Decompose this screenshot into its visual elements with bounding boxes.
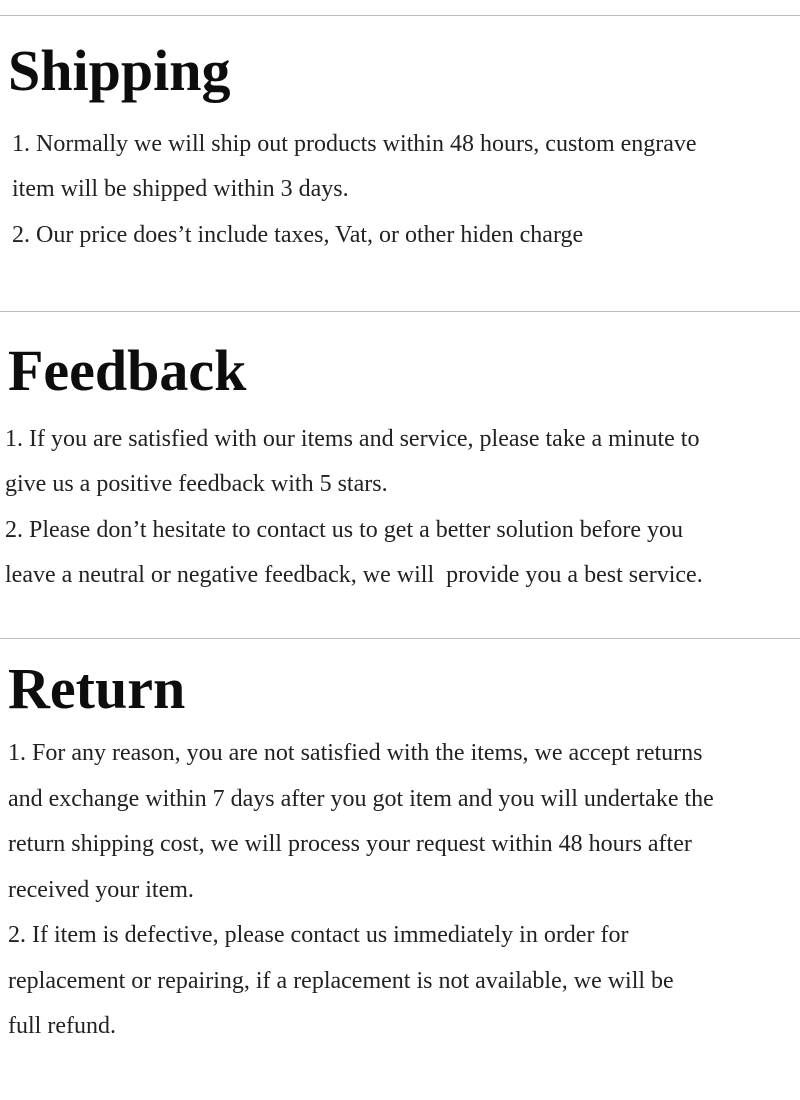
return-text-line: 1. For any reason, you are not satisfied with the items, we accept returns [8,740,703,766]
section-divider-top [0,15,800,16]
shipping-text-line: item will be shipped within 3 days. [12,176,349,202]
return-text-line: return shipping cost, we will process your request within 48 hours after [8,831,692,857]
return-text-line: 2. If item is defective, please contact us immediately in order for [8,922,629,948]
shipping-text-line: 1. Normally we will ship out products within 48 hours, custom engrave [12,131,697,157]
feedback-text-line: 2. Please don’t hesitate to contact us to get a better solution before you [5,517,684,543]
return-heading: Return [8,656,186,721]
feedback-text-line: give us a positive feedback with 5 stars. [5,471,388,497]
section-divider [0,638,800,639]
return-text-line: and exchange within 7 days after you got item and you will undertake the [8,786,714,812]
return-text-line: replacement or repairing, if a replacement is not available, we will be [8,968,674,994]
shipping-heading: Shipping [8,38,231,103]
feedback-text-line: 1. If you are satisfied with our items and service, please take a minute to [5,426,700,452]
feedback-text-line: leave a neutral or negative feedback, we will provide you a best service. [5,562,703,588]
feedback-heading: Feedback [8,338,247,403]
section-divider [0,311,800,312]
shipping-text-line: 2. Our price does’t include taxes, Vat, or other hiden charge [12,222,584,248]
return-text-line: received your item. [8,877,194,903]
return-text-line: full refund. [8,1013,116,1039]
